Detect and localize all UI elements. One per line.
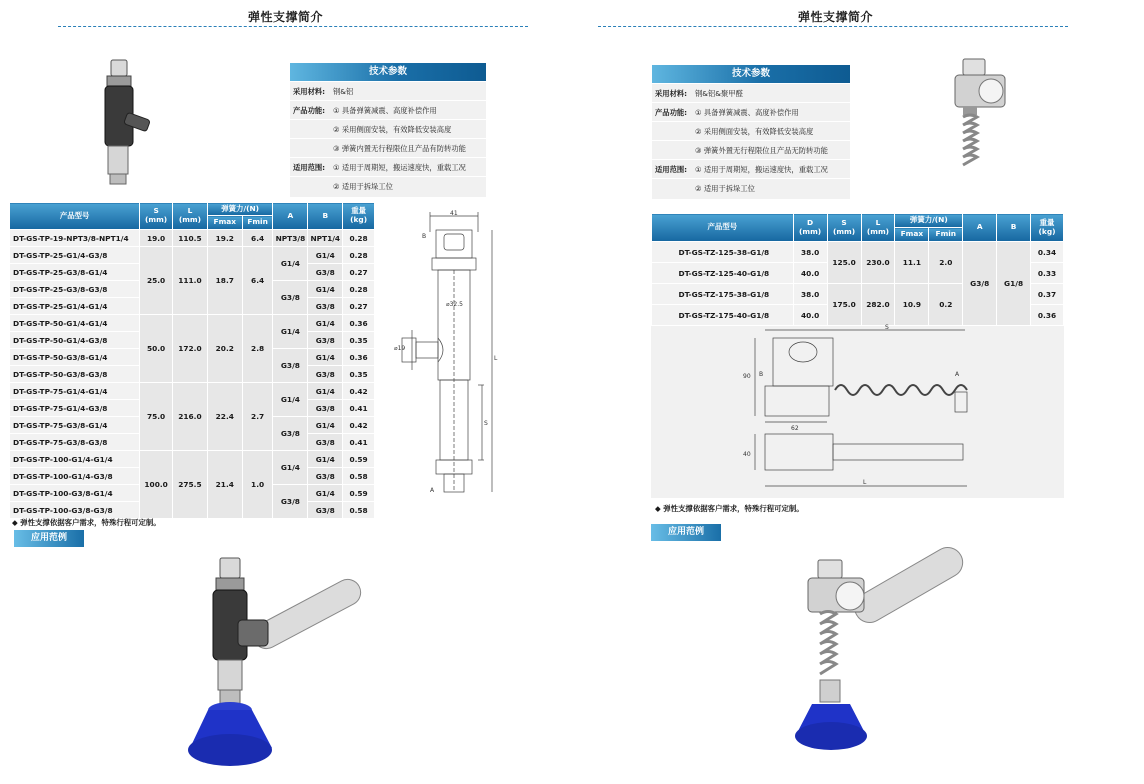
spec-row [652, 102, 850, 121]
col-fmax: Fmax [895, 228, 929, 242]
col-l: L (mm) [173, 203, 208, 230]
cell-weight: 0.34 [1031, 242, 1064, 263]
right-note: ◆ 弹性支撑依据客户需求，特殊行程可定制。 [655, 504, 804, 513]
spec-text: 钢&铝&聚甲醛 [695, 89, 743, 98]
spec-text: ① 适用于周期短，搬运速度快，重载工况 [333, 163, 466, 172]
cell-weight: 0.36 [343, 315, 375, 332]
cell-b: G1/8 [997, 242, 1031, 326]
cell-weight: 0.36 [343, 349, 375, 366]
cell-b: G1/4 [308, 383, 343, 400]
model-cell: DT-GS-TP-100-G3/8-G1/4 [10, 485, 140, 502]
model-cell: DT-GS-TP-100-G1/4-G3/8 [10, 468, 140, 485]
model-cell: DT-GS-TP-75-G1/4-G1/4 [10, 383, 140, 400]
model-cell: DT-GS-TP-50-G1/4-G1/4 [10, 315, 140, 332]
model-cell: DT-GS-TP-100-G3/8-G3/8 [10, 502, 140, 519]
model-cell: DT-GS-TP-50-G1/4-G3/8 [10, 332, 140, 349]
col-a: A [963, 214, 997, 242]
spec-row [290, 100, 486, 119]
cell-l: 216.0 [173, 383, 208, 451]
spec-row [652, 121, 850, 140]
spec-row [290, 138, 486, 157]
cell-weight: 0.41 [343, 434, 375, 451]
cell-a: G3/8 [273, 349, 308, 383]
cell-a: G3/8 [963, 242, 997, 326]
dim-a: A [955, 371, 960, 378]
cell-fmax: 11.1 [895, 242, 929, 284]
dim-b: B [759, 371, 764, 378]
model-cell: DT-GS-TP-100-G1/4-G1/4 [10, 451, 140, 468]
col-model: 产品型号 [652, 214, 794, 242]
cell-l: 111.0 [173, 247, 208, 315]
spec-row [652, 140, 850, 159]
cell-b: G3/8 [308, 332, 343, 349]
cell-weight: 0.58 [343, 502, 375, 519]
left-title-rule [58, 26, 528, 27]
model-cell: DT-GS-TP-25-G1/4-G3/8 [10, 247, 140, 264]
model-cell: DT-GS-TP-19-NPT3/8-NPT1/4 [10, 230, 140, 247]
col-force: 弹簧力/(N) [895, 214, 963, 228]
model-cell: DT-GS-TP-75-G3/8-G1/4 [10, 417, 140, 434]
spec-label: 适用范围: [293, 163, 326, 172]
dim-a: A [430, 487, 435, 494]
cell-weight: 0.59 [343, 451, 375, 468]
cell-s: 125.0 [827, 242, 861, 284]
cell-b: G3/8 [308, 298, 343, 315]
table-row [10, 451, 375, 468]
cell-a: G1/4 [273, 247, 308, 281]
col-l: L (mm) [861, 214, 895, 242]
spec-row [290, 81, 486, 100]
right-specs-heading: 技术参数 [652, 65, 850, 83]
cell-fmin: 2.7 [242, 383, 273, 451]
spec-text: ① 具备弹簧减震、高度补偿作用 [333, 106, 437, 115]
cell-fmax: 10.9 [895, 284, 929, 326]
spec-row [290, 119, 486, 138]
right-application-image [790, 530, 970, 760]
cell-fmax: 21.4 [207, 451, 242, 519]
cell-fmax: 22.4 [207, 383, 242, 451]
right-specs-panel [652, 83, 850, 199]
col-s: S (mm) [827, 214, 861, 242]
cell-s: 50.0 [140, 315, 173, 383]
cell-weight: 0.35 [343, 332, 375, 349]
dim-l: L [494, 355, 498, 362]
cell-b: G3/8 [308, 502, 343, 519]
cell-weight: 0.58 [343, 468, 375, 485]
cell-a: G1/4 [273, 315, 308, 349]
left-apply-tab[interactable]: 应用范例 [14, 530, 84, 547]
dim-h40: 40 [743, 451, 751, 458]
left-specs-heading: 技术参数 [290, 63, 486, 81]
cell-s: 25.0 [140, 247, 173, 315]
model-cell: DT-GS-TP-25-G3/8-G3/8 [10, 281, 140, 298]
dim-b: B [422, 233, 427, 240]
cell-l: 172.0 [173, 315, 208, 383]
spec-row [652, 83, 850, 102]
cell-s: 75.0 [140, 383, 173, 451]
cell-weight: 0.27 [343, 298, 375, 315]
cell-weight: 0.33 [1031, 263, 1064, 284]
cell-b: G3/8 [308, 366, 343, 383]
cell-b: NPT1/4 [308, 230, 343, 247]
model-cell: DT-GS-TP-50-G3/8-G1/4 [10, 349, 140, 366]
cell-d: 38.0 [793, 284, 827, 305]
spec-label: 适用范围: [655, 165, 688, 174]
cell-a: G3/8 [273, 417, 308, 451]
model-cell: DT-GS-TZ-175-40-G1/8 [652, 305, 794, 326]
left-product-table [9, 202, 375, 519]
cell-b: G3/8 [308, 264, 343, 281]
cell-a: G1/4 [273, 451, 308, 485]
cell-b: G1/4 [308, 417, 343, 434]
cell-weight: 0.27 [343, 264, 375, 281]
spec-text: ② 适用于拆垛工位 [695, 184, 755, 193]
model-cell: DT-GS-TZ-125-40-G1/8 [652, 263, 794, 284]
cell-fmax: 20.2 [207, 315, 242, 383]
dim-d19: ⌀19 [394, 345, 406, 352]
left-product-image [98, 58, 168, 188]
right-product-image [945, 55, 1015, 195]
spec-text: ② 适用于拆垛工位 [333, 182, 393, 191]
table-row [10, 383, 375, 400]
col-b: B [308, 203, 343, 230]
cell-a: NPT3/8 [273, 230, 308, 247]
cell-s: 100.0 [140, 451, 173, 519]
spec-row [652, 159, 850, 178]
spec-row [652, 178, 850, 197]
spec-text: 钢&铝 [333, 87, 354, 96]
left-page-title: 弹性支撑简介 [248, 10, 324, 24]
cell-b: G3/8 [308, 468, 343, 485]
cell-fmax: 18.7 [207, 247, 242, 315]
cell-w: 0.28 [343, 230, 375, 247]
dim-dia: ⌀32.5 [446, 301, 463, 308]
cell-weight: 0.59 [343, 485, 375, 502]
spec-label: 产品功能: [655, 108, 688, 117]
cell-fmin: 1.0 [242, 451, 273, 519]
cell-b: G1/4 [308, 349, 343, 366]
left-specs-panel [290, 81, 486, 197]
cell-s: 175.0 [827, 284, 861, 326]
left-note: ◆ 弹性支撑依据客户需求，特殊行程可定制。 [12, 518, 161, 527]
cell-b: G1/4 [308, 281, 343, 298]
spec-text: ③ 弹簧内置无行程限位且产品有防转功能 [333, 144, 466, 153]
col-fmin: Fmin [242, 216, 273, 230]
model-cell: DT-GS-TP-75-G3/8-G3/8 [10, 434, 140, 451]
cell-fmin: 0.2 [929, 284, 963, 326]
right-product-table [651, 213, 1064, 326]
cell-weight: 0.42 [343, 383, 375, 400]
cell-b: G1/4 [308, 485, 343, 502]
right-title-rule [598, 26, 1068, 27]
cell-a: G3/8 [273, 281, 308, 315]
table-row [10, 247, 375, 264]
col-b: B [997, 214, 1031, 242]
right-page-title: 弹性支撑简介 [798, 10, 874, 24]
cell-weight: 0.28 [343, 281, 375, 298]
cell-b: G3/8 [308, 400, 343, 417]
model-cell: DT-GS-TP-50-G3/8-G3/8 [10, 366, 140, 383]
cell-d: 38.0 [793, 242, 827, 263]
spec-label: 采用材料: [293, 87, 326, 96]
cell-l: 275.5 [173, 451, 208, 519]
model-cell: DT-GS-TP-75-G1/4-G3/8 [10, 400, 140, 417]
table-row [10, 315, 375, 332]
model-cell: DT-GS-TP-25-G3/8-G1/4 [10, 264, 140, 281]
right-technical-drawing [735, 326, 985, 496]
cell-a: G1/4 [273, 383, 308, 417]
table-row [10, 230, 375, 247]
table-row [652, 242, 1064, 263]
spec-label: 采用材料: [655, 89, 688, 98]
model-cell: DT-GS-TZ-175-38-G1/8 [652, 284, 794, 305]
col-weight: 重量 (kg) [1031, 214, 1064, 242]
cell-fmin: 2.0 [929, 242, 963, 284]
col-weight: 重量 (kg) [343, 203, 375, 230]
spec-label: 产品功能: [293, 106, 326, 115]
cell-fmin: 2.8 [242, 315, 273, 383]
cell-weight: 0.28 [343, 247, 375, 264]
cell-fmax: 19.2 [207, 230, 242, 247]
col-a: A [273, 203, 308, 230]
left-application-image [180, 550, 370, 780]
cell-l: 110.5 [173, 230, 208, 247]
cell-b: G1/4 [308, 247, 343, 264]
dim-h90: 90 [743, 373, 751, 380]
col-d: D (mm) [793, 214, 827, 242]
cell-b: G1/4 [308, 451, 343, 468]
dim-l: L [863, 479, 867, 486]
cell-b: G1/4 [308, 315, 343, 332]
spec-text: ② 采用侧面安装，有效降低安装高度 [695, 127, 814, 136]
cell-a: G3/8 [273, 485, 308, 519]
spec-text: ① 具备弹簧减震、高度补偿作用 [695, 108, 799, 117]
spec-text: ② 采用侧面安装，有效降低安装高度 [333, 125, 452, 134]
col-model: 产品型号 [10, 203, 140, 230]
model-cell: DT-GS-TP-25-G1/4-G1/4 [10, 298, 140, 315]
dim-top: 41 [450, 210, 458, 217]
cell-l: 230.0 [861, 242, 895, 284]
cell-fmin: 6.4 [242, 247, 273, 315]
spec-row [290, 157, 486, 176]
cell-s: 19.0 [140, 230, 173, 247]
spec-text: ③ 弹簧外置无行程限位且产品无防转功能 [695, 146, 828, 155]
col-fmax: Fmax [207, 216, 242, 230]
cell-weight: 0.35 [343, 366, 375, 383]
cell-d: 40.0 [793, 305, 827, 326]
col-fmin: Fmin [929, 228, 963, 242]
cell-b: G3/8 [308, 434, 343, 451]
cell-weight: 0.41 [343, 400, 375, 417]
col-s: S (mm) [140, 203, 173, 230]
cell-d: 40.0 [793, 263, 827, 284]
dim-s: S [885, 324, 889, 331]
cell-fmin: 6.4 [242, 230, 273, 247]
model-cell: DT-GS-TZ-125-38-G1/8 [652, 242, 794, 263]
dim-w62: 62 [791, 425, 799, 432]
cell-weight: 0.42 [343, 417, 375, 434]
cell-l: 282.0 [861, 284, 895, 326]
col-force: 弹簧力/(N) [207, 203, 273, 216]
left-technical-drawing [392, 210, 502, 500]
spec-row [290, 176, 486, 195]
right-apply-tab[interactable]: 应用范例 [651, 524, 721, 541]
spec-text: ① 适用于周期短，搬运速度快，重载工况 [695, 165, 828, 174]
cell-weight: 0.37 [1031, 284, 1064, 305]
dim-s: S [484, 420, 488, 427]
cell-weight: 0.36 [1031, 305, 1064, 326]
